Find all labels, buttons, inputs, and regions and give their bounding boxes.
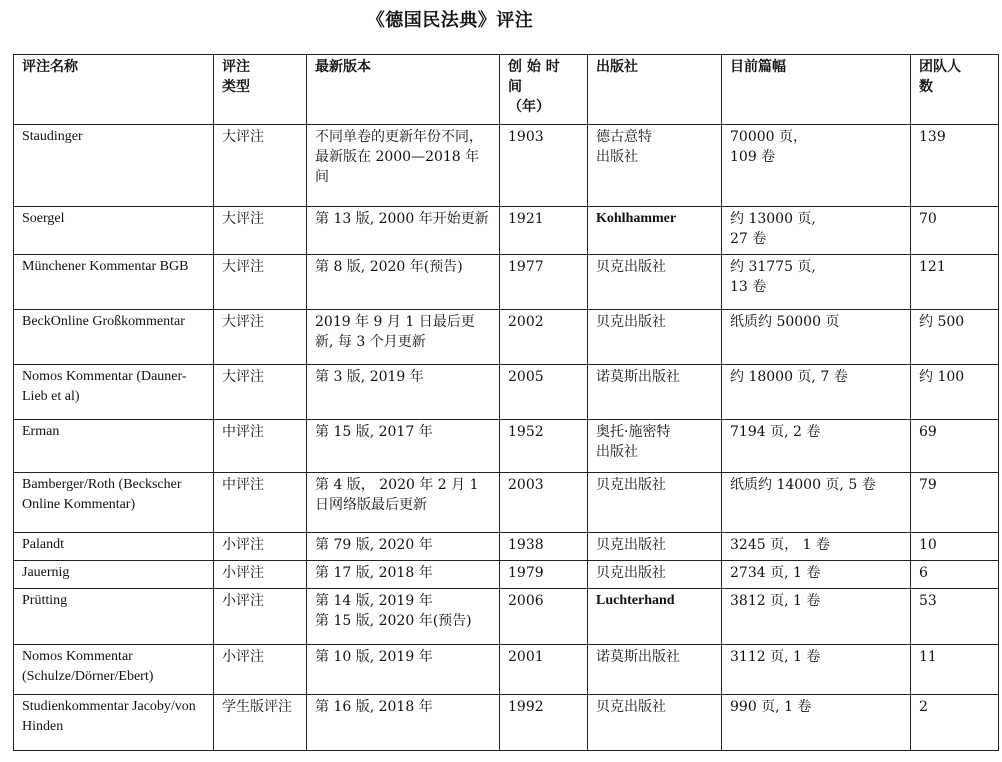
cell-team: 10 [911, 533, 999, 561]
cell-name: Nomos Kommentar (Schulze/Dörner/Ebert) [14, 645, 214, 695]
cell-edition: 第 10 版, 2019 年 [307, 645, 500, 695]
cell-name: Erman [14, 420, 214, 473]
header-edition: 最新版本 [307, 55, 500, 125]
cell-edition: 第 15 版, 2017 年 [307, 420, 500, 473]
cell-publisher: 贝克出版社 [588, 695, 722, 751]
cell-publisher: 奥托·施密特 出版社 [588, 420, 722, 473]
cell-team: 约 500 [911, 310, 999, 365]
cell-name: Bamberger/Roth (Beckscher Online Kommentar) [14, 473, 214, 533]
table-row [14, 695, 999, 751]
cell-team: 69 [911, 420, 999, 473]
cell-edition: 第 8 版, 2020 年(预告) [307, 255, 500, 310]
table-row [14, 473, 999, 533]
cell-name: Münchener Kommentar BGB [14, 255, 214, 310]
cell-name: Prütting [14, 589, 214, 645]
cell-publisher: 贝克出版社 [588, 561, 722, 589]
cell-team: 6 [911, 561, 999, 589]
cell-type: 中评注 [214, 473, 307, 533]
header-year: 创 始 时 间 （年） [500, 55, 588, 125]
cell-pages: 约 13000 页, 27 卷 [722, 207, 911, 255]
page-title: 《德国民法典》评注 [366, 10, 534, 31]
cell-edition: 第 17 版, 2018 年 [307, 561, 500, 589]
cell-pages: 3812 页, 1 卷 [722, 589, 911, 645]
cell-pages: 990 页, 1 卷 [722, 695, 911, 751]
header-type: 评注 类型 [214, 55, 307, 125]
cell-year: 2002 [500, 310, 588, 365]
cell-pages: 纸质约 50000 页 [722, 310, 911, 365]
table-header-row [14, 55, 999, 125]
cell-team: 121 [911, 255, 999, 310]
cell-name: Soergel [14, 207, 214, 255]
cell-type: 小评注 [214, 589, 307, 645]
table-row [14, 645, 999, 695]
cell-team: 53 [911, 589, 999, 645]
table-row [14, 207, 999, 255]
table-row [14, 561, 999, 589]
cell-edition: 第 16 版, 2018 年 [307, 695, 500, 751]
cell-type: 学生版评注 [214, 695, 307, 751]
cell-year: 1903 [500, 125, 588, 207]
cell-team: 139 [911, 125, 999, 207]
table-row [14, 533, 999, 561]
cell-publisher: 诺莫斯出版社 [588, 365, 722, 420]
cell-name: Nomos Kommentar (Dauner-Lieb et al) [14, 365, 214, 420]
cell-year: 1977 [500, 255, 588, 310]
header-pages: 目前篇幅 [722, 55, 911, 125]
cell-type: 小评注 [214, 645, 307, 695]
cell-team: 79 [911, 473, 999, 533]
cell-edition: 2019 年 9 月 1 日最后更新, 每 3 个月更新 [307, 310, 500, 365]
cell-edition: 第 13 版, 2000 年开始更新 [307, 207, 500, 255]
cell-name: BeckOnline Großkommentar [14, 310, 214, 365]
cell-edition: 第 4 版， 2020 年 2 月 1 日网络版最后更新 [307, 473, 500, 533]
table-row [14, 589, 999, 645]
header-team: 团队人 数 [911, 55, 999, 125]
header-name: 评注名称 [14, 55, 214, 125]
cell-pages: 纸质约 14000 页, 5 卷 [722, 473, 911, 533]
cell-edition: 不同单卷的更新年份不同， 最新版在 2000—2018 年间 [307, 125, 500, 207]
cell-year: 1979 [500, 561, 588, 589]
cell-name: Studienkommentar Jacoby/von Hinden [14, 695, 214, 751]
cell-publisher: 诺莫斯出版社 [588, 645, 722, 695]
commentary-table [13, 54, 999, 751]
cell-name: Palandt [14, 533, 214, 561]
cell-publisher: 贝克出版社 [588, 255, 722, 310]
cell-edition: 第 79 版, 2020 年 [307, 533, 500, 561]
cell-type: 大评注 [214, 310, 307, 365]
table-row [14, 310, 999, 365]
cell-pages: 7194 页, 2 卷 [722, 420, 911, 473]
cell-year: 2003 [500, 473, 588, 533]
cell-year: 1921 [500, 207, 588, 255]
table-row [14, 125, 999, 207]
table-row [14, 420, 999, 473]
cell-year: 2006 [500, 589, 588, 645]
cell-edition: 第 3 版, 2019 年 [307, 365, 500, 420]
cell-pages: 约 18000 页, 7 卷 [722, 365, 911, 420]
cell-edition: 第 14 版, 2019 年 第 15 版, 2020 年(预告) [307, 589, 500, 645]
cell-type: 大评注 [214, 365, 307, 420]
cell-publisher: 贝克出版社 [588, 310, 722, 365]
cell-pages: 2734 页, 1 卷 [722, 561, 911, 589]
cell-team: 70 [911, 207, 999, 255]
cell-type: 大评注 [214, 255, 307, 310]
cell-team: 约 100 [911, 365, 999, 420]
cell-publisher: Luchterhand [588, 589, 722, 645]
cell-pages: 3112 页, 1 卷 [722, 645, 911, 695]
cell-pages: 约 31775 页, 13 卷 [722, 255, 911, 310]
table-row [14, 255, 999, 310]
cell-publisher: Kohlhammer [588, 207, 722, 255]
cell-year: 2001 [500, 645, 588, 695]
cell-publisher: 贝克出版社 [588, 533, 722, 561]
cell-year: 2005 [500, 365, 588, 420]
cell-team: 11 [911, 645, 999, 695]
cell-pages: 3245 页， 1 卷 [722, 533, 911, 561]
cell-type: 小评注 [214, 533, 307, 561]
cell-name: Staudinger [14, 125, 214, 207]
cell-publisher: 德古意特 出版社 [588, 125, 722, 207]
cell-type: 大评注 [214, 125, 307, 207]
header-publisher: 出版社 [588, 55, 722, 125]
cell-year: 1938 [500, 533, 588, 561]
cell-publisher: 贝克出版社 [588, 473, 722, 533]
cell-pages: 70000 页， 109 卷 [722, 125, 911, 207]
cell-type: 中评注 [214, 420, 307, 473]
cell-type: 大评注 [214, 207, 307, 255]
table-row [14, 365, 999, 420]
cell-year: 1992 [500, 695, 588, 751]
cell-team: 2 [911, 695, 999, 751]
cell-type: 小评注 [214, 561, 307, 589]
cell-name: Jauernig [14, 561, 214, 589]
cell-year: 1952 [500, 420, 588, 473]
